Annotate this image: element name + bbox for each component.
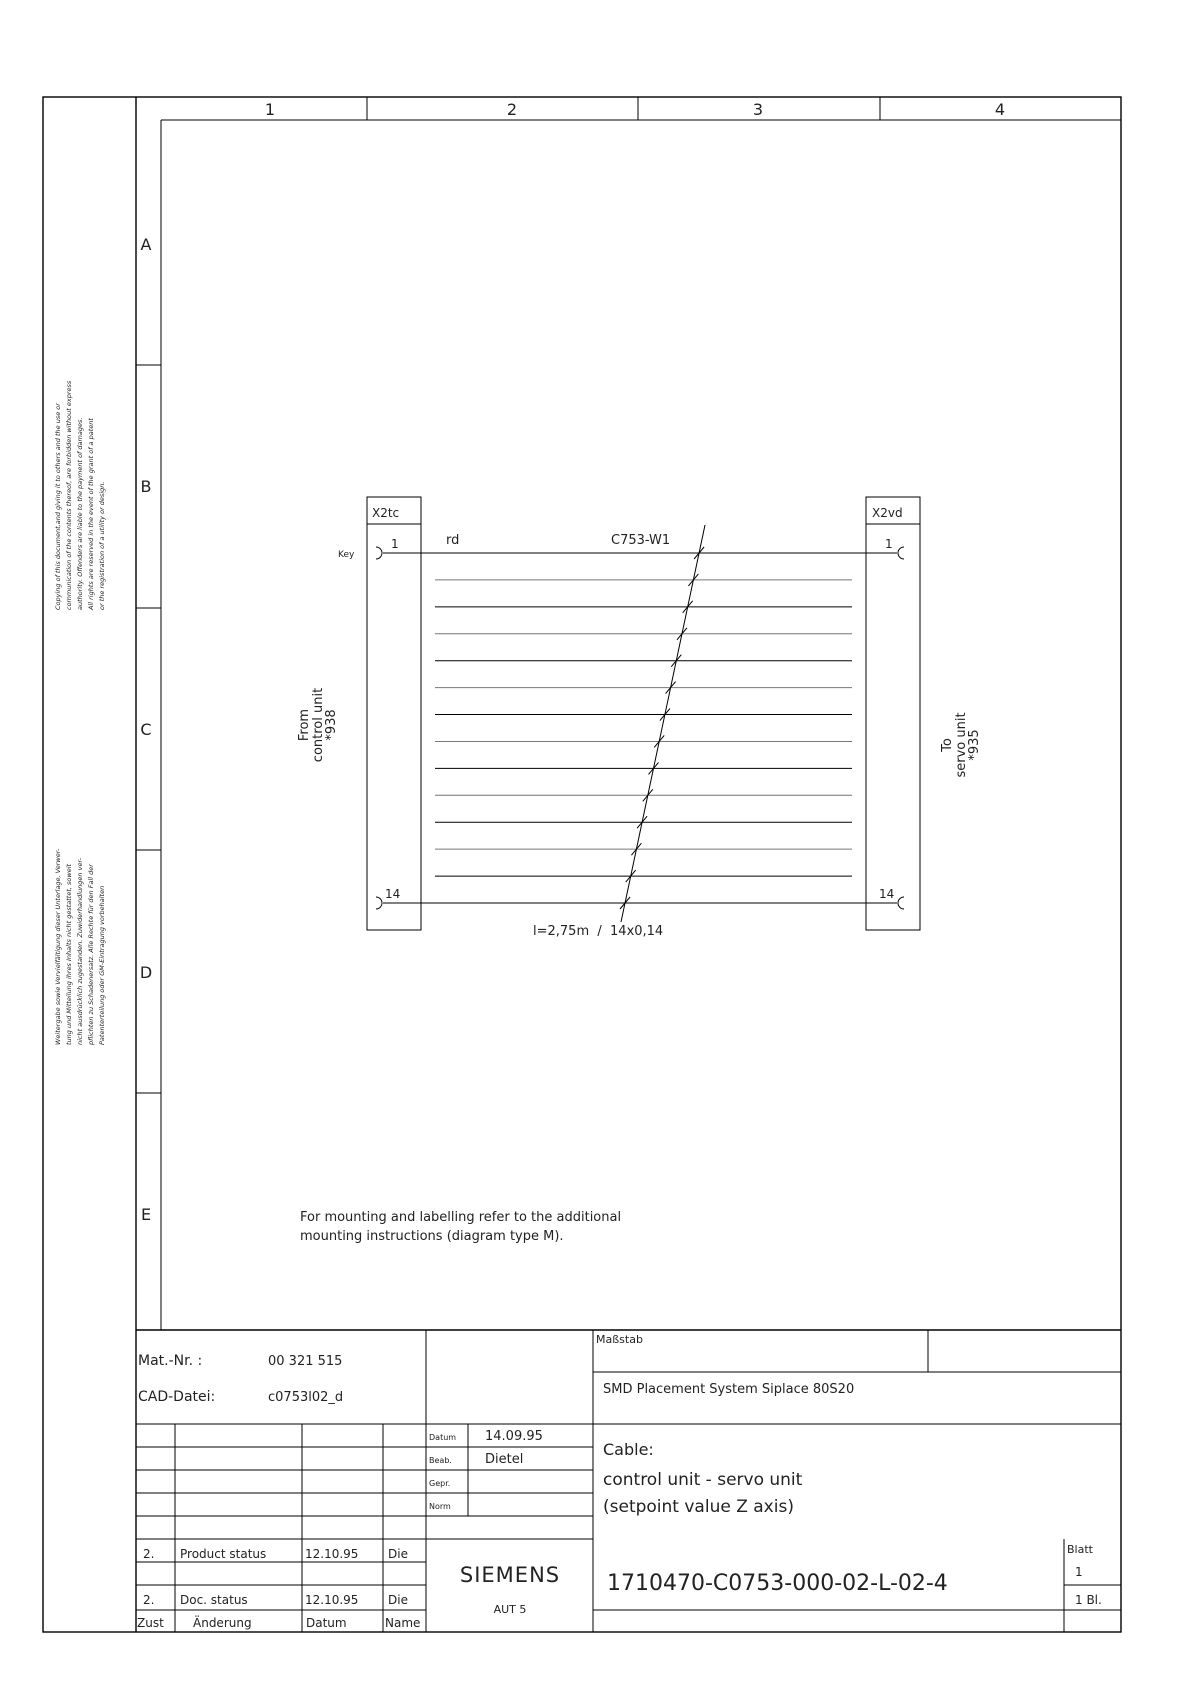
to-label-line-1: To: [940, 738, 955, 752]
footer-zust: Zust: [137, 1616, 164, 1630]
right-pin-1-label: 1: [885, 537, 893, 551]
to-label-line-3: *935: [967, 729, 982, 761]
row-label-b: B: [140, 477, 152, 496]
copyright-de-line-3: nicht ausdrücklich zugestanden. Zuwiderhandlungen ver-: [76, 857, 84, 1045]
rev-row-1-name: Die: [388, 1547, 408, 1561]
copyright-de-line-5: Patenterteilung oder GM-Eintragung vorbehalten: [98, 885, 106, 1045]
beab-label: Beab.: [429, 1456, 452, 1465]
massstab-label: Maßstab: [596, 1333, 643, 1346]
rev-row-1-date: 12.10.95: [305, 1547, 359, 1561]
copyright-en-line-2: communication of the contents thereof, are forbidden without express: [65, 380, 73, 610]
right-contact-pin-14: [898, 897, 904, 909]
right-connector-label: X2vd: [872, 506, 903, 520]
mounting-note-line-1: For mounting and labelling refer to the additional: [300, 1210, 622, 1225]
department-label: AUT 5: [493, 1603, 527, 1616]
rev-row-2-zust: 2.: [143, 1593, 155, 1607]
beab-value: Dietel: [485, 1452, 524, 1467]
norm-label: Norm: [429, 1502, 451, 1511]
rev-row-2-change: Doc. status: [180, 1593, 248, 1607]
from-label-group: [297, 688, 339, 762]
datum-value: 14.09.95: [485, 1429, 543, 1444]
cable-spec-label: l=2,75m / 14x0,14: [533, 924, 664, 939]
wire-color-label: rd: [446, 533, 460, 548]
blatt-label: Blatt: [1067, 1543, 1093, 1556]
copyright-de-line-4: pflichten zu Schadenersatz. Alle Rechte für den Fall der: [87, 864, 95, 1045]
row-label-d: D: [139, 963, 153, 982]
copyright-de-line-1: Weitergabe sowie Vervielfältigung dieser Unterlage, Verwer-: [54, 848, 62, 1045]
left-pin-14-label: 14: [385, 887, 401, 901]
row-label-a: A: [140, 235, 152, 254]
drawing-number: 1710470-C0753-000-02-L-02-4: [607, 1571, 948, 1596]
cable-bundle-line: [621, 525, 705, 922]
blatt-value: 1: [1075, 1565, 1083, 1579]
copyright-notice-en: [54, 380, 106, 611]
column-label-3: 3: [752, 100, 764, 119]
column-label-2: 2: [506, 100, 518, 119]
cad-file-label: CAD-Datei:: [138, 1389, 216, 1405]
left-connector-label: X2tc: [372, 506, 400, 520]
cable-id-label: C753-W1: [611, 533, 671, 548]
cable-desc-line-2: (setpoint value Z axis): [603, 1497, 794, 1517]
copyright-en-line-1: Copying of this document,and giving it to others and the use or: [54, 403, 62, 610]
company-logo-text: SIEMENS: [459, 1563, 561, 1587]
right-contact-pin-1: [898, 547, 904, 559]
left-contact-pin-1: [376, 547, 382, 559]
to-label-group: [940, 712, 982, 777]
system-title: SMD Placement System Siplace 80S20: [603, 1382, 855, 1397]
copyright-en-line-5: or the registration of a utility or design.: [98, 481, 106, 610]
cable-heading: Cable:: [603, 1440, 654, 1459]
rev-row-2-date: 12.10.95: [305, 1593, 359, 1607]
mat-nr-label: Mat.-Nr. :: [138, 1353, 203, 1369]
row-label-c: C: [140, 720, 152, 739]
rev-row-1-change: Product status: [180, 1547, 267, 1561]
right-pin-14-label: 14: [879, 887, 895, 901]
to-label-line-2: servo unit: [954, 712, 969, 778]
mat-nr-value: 00 321 515: [268, 1354, 343, 1369]
gepr-label: Gepr.: [429, 1479, 451, 1488]
cable-desc-line-1: control unit - servo unit: [603, 1470, 803, 1490]
copyright-de-line-2: tung und Mitteilung ihres Inhalts nicht gestattet, soweit: [65, 863, 73, 1045]
column-label-1: 1: [264, 100, 276, 119]
cad-file-value: c0753l02_d: [268, 1390, 344, 1405]
column-label-4: 4: [994, 100, 1006, 119]
copyright-notice-de: [54, 848, 106, 1046]
rev-row-1-zust: 2.: [143, 1547, 155, 1561]
left-connector-box: [367, 497, 421, 930]
rev-row-2-name: Die: [388, 1593, 408, 1607]
left-contact-pin-14: [376, 897, 382, 909]
left-pin-1-label: 1: [391, 537, 399, 551]
from-label-line-3: *938: [324, 709, 339, 741]
row-label-e: E: [140, 1205, 152, 1224]
datum-label: Datum: [429, 1433, 457, 1442]
key-label: Key: [338, 550, 355, 560]
from-label-line-2: control unit: [311, 687, 326, 763]
inner-wires: [435, 580, 852, 876]
footer-datum: Datum: [306, 1616, 347, 1630]
footer-name: Name: [385, 1616, 421, 1630]
from-label-line-1: From: [297, 708, 312, 742]
copyright-en-line-4: All rights are reserved in the event of the grant of a patent: [87, 418, 95, 610]
mounting-note-line-2: mounting instructions (diagram type M).: [300, 1229, 564, 1244]
footer-aenderung: Änderung: [193, 1616, 252, 1630]
right-connector-box: [866, 497, 920, 930]
copyright-en-line-3: authority. Offenders are liable to the payment of damages.: [76, 417, 84, 610]
blatt-total: 1 Bl.: [1075, 1593, 1102, 1607]
